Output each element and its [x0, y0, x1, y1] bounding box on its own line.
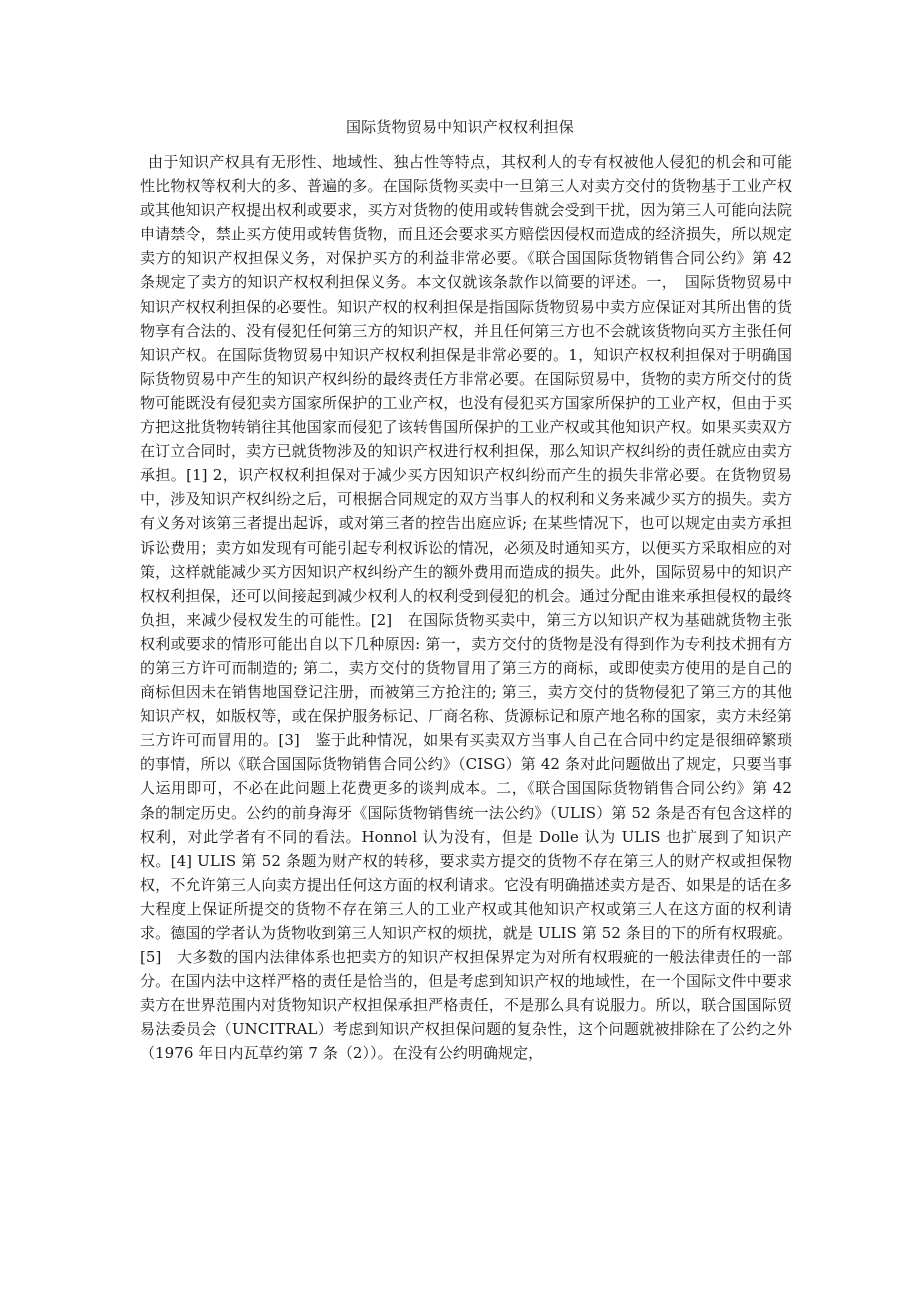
document-body-paragraph: 由于知识产权具有无形性、地域性、独占性等特点，其权利人的专有权被他人侵犯的机会和可能性比物权等权利大的多、普遍的多。在国际货物买卖中一旦第三人对卖方交付的货物基于工业产权或其他知识产权提出权利或要求，买方对货物的使用或转售就会受到干扰，因为第三人可能向法院申请禁令，禁止买方使用或转售货物，而且还会要求买方赔偿因侵权而造成的经济损失，所以规定卖方的知识产权担保义务，对保护买方的利益非常必要。《联合国国际货物销售合同公约》第 42 条规定了卖方的知识产权权利担保义务。本文仅就该条款作以简要的评述。一， 国际货物贸易中知识产权权利担保的必要性。知识产权的权利担保是指国际货物贸易中卖方应保证对其所出售的货物享有合法的、没有侵犯任何第三方的知识产权，并且任何第三方也不会就该货物向买方主张任何知识产权。在国际货物贸易中知识产权权利担保是非常必要的。1，知识产权权利担保对于明确国际货物贸易中产生的知识产权纠纷的最终责任方非常必要。在国际贸易中，货物的卖方所交付的货物可能既没有侵犯卖方国家所保护的工业产权，也没有侵犯买方国家所保护的工业产权，但由于买方把这批货物转销往其他国家而侵犯了该转售国所保护的工业产权或其他知识产权。如果买卖双方在订立合同时，卖方已就货物涉及的知识产权进行权利担保，那么知识产权纠纷的责任就应由卖方承担。[1] 2，识产权权利担保对于减少买方因知识产权纠纷而产生的损失非常必要。在货物贸易中，涉及知识产权纠纷之后，可根据合同规定的双方当事人的权利和义务来减少买方的损失。卖方有义务对该第三者提出起诉，或对第三者的控告出庭应诉; 在某些情况下，也可以规定由卖方承担诉讼费用；卖方如发现有可能引起专利权诉讼的情况，必须及时通知买方，以便买方采取相应的对策，这样就能减少买方因知识产权纠纷产生的额外费用而造成的损失。此外，国际贸易中的知识产权权利担保，还可以间接起到减少权利人的权利受到侵犯的机会。通过分配由谁来承担侵权的最终负担，来减少侵权发生的可能性。[2] 在国际货物买卖中，第三方以知识产权为基础就货物主张权利或要求的情形可能出自以下几种原因: 第一，卖方交付的货物是没有得到作为专利技术拥有方的第三方许可而制造的; 第二，卖方交付的货物冒用了第三方的商标，或即使卖方使用的是自己的商标但因未在销售地国登记注册，而被第三方抢注的; 第三，卖方交付的货物侵犯了第三方的其他知识产权，如版权等，或在保护服务标记、厂商名称、货源标记和原产地名称的国家，卖方未经第三方许可而冒用的。[3] 鉴于此种情况，如果有买卖双方当事人自己在合同中约定是很细碎繁琐的事情，所以《联合国国际货物销售合同公约》（CISG）第 42 条对此问题做出了规定，只要当事人运用即可，不必在此问题上花费更多的谈判成本。二，《联合国国际货物销售合同公约》第 42 条的制定历史。公约的前身海牙《国际货物销售统一法公约》（ULIS）第 52 条是否有包含这样的权利，对此学者有不同的看法。Honnol 认为没有，但是 Dolle 认为 ULIS 也扩展到了知识产权。[4] ULIS 第 52 条题为财产权的转移，要求卖方提交的货物不存在第三人的财产权或担保物权，不允许第三人向卖方提出任何这方面的权利请求。它没有明确描述卖方是否、如果是的话在多大程度上保证所提交的货物不存在第三人的工业产权或其他知识产权或第三人在这方面的权利请求。德国的学者认为货物收到第三人知识产权的烦扰，就是 ULIS 第 52 条目的下的所有权瑕疵。[5] 大多数的国内法律体系也把卖方的知识产权担保界定为对所有权瑕疵的一般法律责任的一部分。在国内法中这样严格的责任是恰当的，但是考虑到知识产权的地域性，在一个国际文件中要求卖方在世界范围内对货物知识产权担保承担严格责任，不是那么具有说服力。所以，联合国国际贸易法委员会（UNCITRAL）考虑到知识产权担保问题的复杂性，这个问题就被排除在了公约之外（1976 年日内瓦草约第 7 条（2））。在没有公约明确规定，: [140, 153, 792, 1063]
document-title: 国际货物贸易中知识产权权利担保: [345, 118, 574, 136]
